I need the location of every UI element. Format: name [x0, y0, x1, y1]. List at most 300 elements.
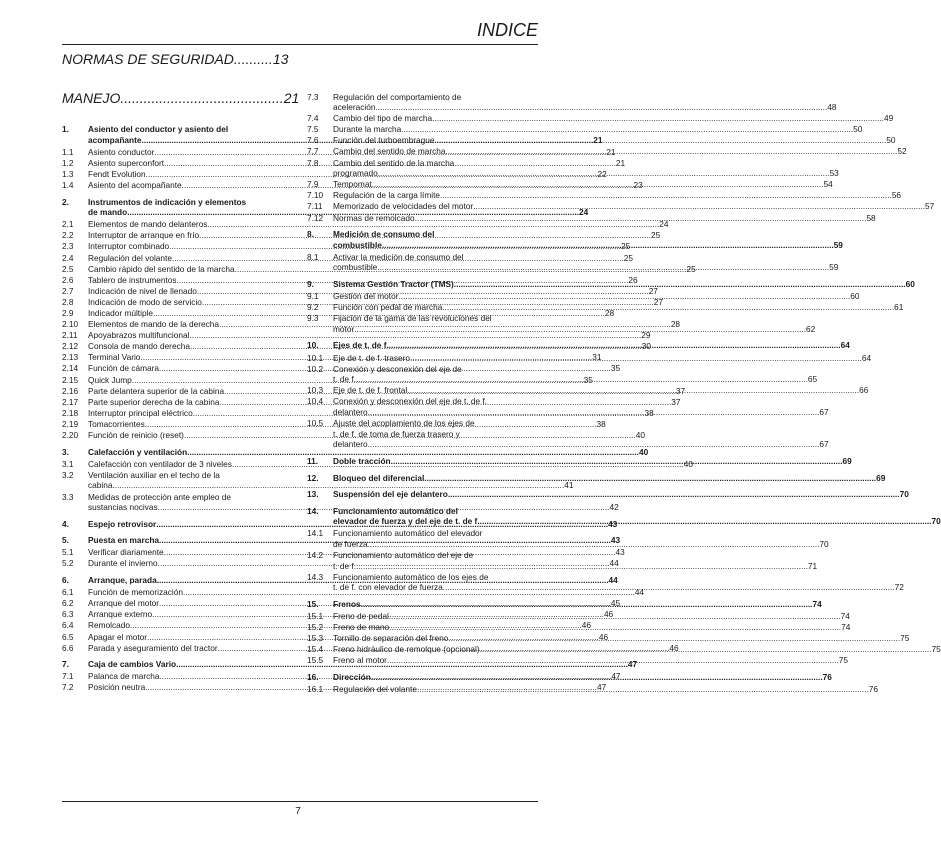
toc-entry-number: 6.1: [62, 587, 74, 598]
toc-entry-line: delantero: [333, 439, 368, 450]
toc-entry-line: Funcionamiento automático del elevador: [333, 528, 483, 539]
toc-entry-page: 57: [925, 201, 935, 212]
toc-entry-page: 58: [866, 212, 876, 223]
toc-entry-page: 24: [659, 219, 669, 230]
toc-entry-title: [333, 113, 893, 124]
toc-entry-title: [333, 135, 896, 146]
toc-entry-title: [333, 418, 829, 450]
toc-entry-page: 67: [819, 439, 829, 450]
toc-entry-line: Posición neutra: [88, 682, 146, 693]
section-heading-normas[interactable]: [62, 51, 288, 67]
toc-entry-title: [333, 633, 909, 644]
toc-entry-title: [333, 302, 903, 313]
toc-entry-page: 40: [635, 430, 645, 441]
toc-entry-number: 8.: [307, 229, 314, 240]
toc-dot-leader: [356, 561, 808, 572]
toc-entry-title: [333, 340, 850, 351]
toc-dot-leader: [391, 456, 843, 467]
toc-entry-line: Asiento del conductor y asiento del: [88, 124, 229, 134]
toc-entry-line: cabina: [88, 480, 113, 491]
toc-entry-page: 67: [819, 407, 829, 418]
toc-entry-page: 21: [593, 134, 603, 145]
toc-entry-title: [333, 611, 850, 622]
toc-dot-leader: [378, 168, 830, 179]
toc-entry-title: [333, 213, 876, 224]
toc-entry-line: Consola de mando derecha: [88, 341, 190, 352]
toc-entry-number: 2.1: [62, 219, 74, 230]
toc-entry-page: 37: [671, 396, 681, 407]
toc-entry-line: Interruptor principal eléctrico: [88, 407, 193, 418]
toc-entry-number: 7.2: [62, 682, 74, 693]
toc-entry-title: [333, 158, 839, 179]
toc-entry-page: 44: [634, 587, 645, 598]
toc-entry-line: Fijación de la gama de las revoluciones del: [333, 313, 492, 324]
toc-entry-line: Función del turboembrague: [333, 135, 435, 146]
toc-entry-line: Cambio rápido del sentido de la marcha: [88, 263, 235, 274]
toc-dot-leader: [407, 385, 859, 396]
toc-entry-title: [333, 92, 836, 113]
toc-entry-page: 45: [610, 598, 621, 609]
toc-entry-line: de fuerza: [333, 538, 368, 549]
page-number: 7: [295, 806, 301, 817]
toc-entry-number: 2.12: [62, 341, 79, 352]
toc-entry-page: 46: [598, 631, 609, 642]
toc-entry-number: 1.4: [62, 179, 74, 190]
toc-entry[interactable]: [307, 91, 837, 113]
toc-entry-title: [333, 396, 829, 417]
toc-entry-page: 37: [675, 385, 686, 396]
toc-entry-title: [333, 313, 815, 334]
toc-dot-leader: [377, 262, 829, 273]
toc-entry-number: 6.3: [62, 609, 74, 620]
toc-entry-page: 27: [648, 285, 658, 296]
toc-entry-title: [333, 550, 817, 571]
toc-entry-page: 50: [853, 124, 863, 135]
toc-entry-page: 26: [628, 274, 638, 285]
toc-entry-page: 69: [842, 455, 852, 466]
toc-entry-page: 48: [827, 102, 837, 113]
toc-entry-line: Regulación de la carga límite: [333, 190, 440, 201]
toc-entry-number: 2.19: [62, 418, 79, 429]
toc-entry-page: 59: [829, 262, 839, 273]
toc-entry-title: [333, 385, 868, 396]
toc-dot-leader: [446, 146, 898, 157]
toc-entry-page: 53: [829, 168, 839, 179]
toc-dot-leader: [382, 240, 834, 251]
toc-entry-line: Bloqueo del diferencial: [333, 472, 425, 483]
toc-dot-leader: [415, 213, 867, 224]
toc-entry-number: 15.2: [307, 622, 324, 633]
toc-dot-leader: [387, 655, 839, 666]
toc-entry-page: 61: [894, 302, 904, 313]
section-heading-manejo-title: MANEJO: [62, 90, 121, 106]
toc-entry-line: Quick Jump: [88, 374, 132, 385]
page-header-title: INDICE: [476, 20, 538, 40]
toc-entry-title: [333, 364, 817, 385]
toc-entry-page: 46: [669, 642, 679, 653]
toc-entry-line: Gestión del motor: [333, 291, 399, 302]
toc-entry-number: 9.2: [307, 302, 319, 313]
toc-entry-line: t. de f. de toma de fuerza trasero y: [333, 428, 460, 439]
toc-entry-number: 3.2: [62, 469, 74, 480]
toc-entry-page: 64: [840, 340, 850, 351]
toc-entry-title: [333, 190, 901, 201]
toc-entry-number: 2.7: [62, 285, 74, 296]
toc-entry-number: 9.: [307, 279, 314, 289]
toc-entry-page: 74: [841, 622, 851, 633]
toc-entry-number: 5.2: [62, 558, 74, 569]
toc-entry-line: aceleración: [333, 102, 376, 113]
toc-entry[interactable]: [62, 219, 669, 230]
toc-entry-title: [333, 655, 848, 666]
toc-entry-number: 2.13: [62, 352, 79, 363]
toc-entry-line: Apoyabrazos multifuncional: [88, 330, 190, 341]
toc-dot-leader: [389, 340, 841, 351]
toc-entry-line: Función de memorización: [88, 587, 183, 598]
toc-entry-number: 12.: [307, 472, 319, 483]
toc-entry-number: 7.11: [307, 201, 323, 212]
toc-entry-number: 14.1: [307, 528, 324, 539]
toc-entry-page: 50: [886, 135, 896, 146]
toc-entry-page: 75: [931, 644, 941, 655]
toc-entry-page: 25: [650, 230, 661, 241]
toc-entry-line: Eje de t. de f. frontal: [333, 385, 408, 396]
toc-entry-number: 4.: [62, 518, 69, 529]
toc-entry-number: 2.5: [62, 263, 74, 274]
toc-entry-line: Cambio del sentido de marcha: [333, 146, 446, 157]
toc-entry-line: delantero: [333, 407, 368, 418]
toc-dot-leader: [372, 179, 824, 190]
toc-entry-page: 25: [620, 241, 631, 252]
toc-entry-title: [333, 672, 832, 683]
toc-entry-line: Funcionamiento automático de los ejes de: [333, 571, 489, 582]
toc-dot-leader: [401, 124, 853, 135]
toc-entry-number: 7.: [62, 659, 69, 670]
toc-entry-line: Palanca de marcha: [88, 671, 160, 682]
toc-entry-page: 76: [868, 684, 878, 695]
toc-entry[interactable]: [62, 330, 651, 341]
toc-entry-title: [333, 229, 843, 250]
header-divider: [62, 44, 538, 45]
toc-entry-number: 3.3: [62, 491, 74, 502]
toc-entry-number: 10.5: [307, 418, 324, 429]
toc-entry-line: Medidas de protección ante empleo de: [88, 491, 231, 502]
toc-entry-number: 8.1: [307, 251, 319, 262]
toc-entry-number: 2.2: [62, 230, 74, 241]
toc-entry-line: Asiento del acompañante: [88, 179, 182, 190]
toc-entry-page: 46: [581, 620, 592, 631]
toc-entry-title: [333, 179, 833, 190]
toc-dot-leader: [417, 684, 869, 695]
toc-entry-number: 10.: [307, 340, 319, 351]
toc-entry-line: acompañante: [88, 134, 142, 145]
toc-entry-page: 24: [579, 207, 589, 218]
toc-entry-line: Regulación del volante: [333, 684, 417, 695]
toc-entry-page: 59: [833, 239, 843, 250]
toc-entry-line: de mando: [88, 207, 128, 218]
toc-entry-line: Terminal Vario: [88, 352, 141, 363]
toc-entry-page: 23: [633, 179, 643, 190]
toc-entry-page: 62: [806, 323, 816, 334]
toc-dot-leader: [424, 473, 876, 484]
toc-entry-title: [333, 528, 829, 549]
toc-entry[interactable]: [307, 113, 894, 124]
toc-entry-page: 75: [838, 655, 848, 666]
toc-dot-leader: [356, 374, 808, 385]
section-heading-normas-page: 13: [272, 51, 289, 67]
toc-entry-page: 71: [807, 560, 818, 571]
toc-entry-page: 28: [604, 308, 615, 318]
toc-entry-line: Regulación del comportamiento de: [333, 91, 462, 102]
toc-entry-number: 7.12: [307, 212, 324, 223]
toc-entry-number: 2.16: [62, 385, 79, 396]
toc-entry-page: 31: [592, 352, 602, 363]
toc-entry-page: 42: [609, 502, 619, 513]
toc-entry-line: t. de f.: [333, 374, 357, 385]
toc-entry-line: Parte superior derecha de la cabina: [88, 396, 220, 407]
toc-dot-leader: [410, 353, 862, 364]
toc-entry-title: [333, 456, 852, 467]
toc-entry-line: Instrumentos de indicación y elementos: [88, 196, 247, 207]
toc-entry-title: [333, 252, 838, 273]
toc-entry-number: 9.3: [307, 313, 319, 324]
toc-entry-page: 52: [897, 146, 907, 157]
toc-entry-number: 5.1: [62, 547, 74, 558]
toc-entry-line: combustible: [333, 262, 378, 273]
toc-entry-number: 15.1: [307, 611, 324, 622]
toc-entry-line: combustible: [333, 239, 382, 250]
toc-entry-page: 70: [931, 516, 941, 527]
toc-entry-line: t. de f.: [333, 560, 357, 571]
toc-entry-number: 6.: [62, 575, 69, 586]
toc-entry-page: 38: [596, 418, 606, 429]
toc-entry-number: 2.3: [62, 241, 74, 252]
toc-entry-title: [333, 644, 941, 655]
toc-entry-number: 2.20: [62, 430, 79, 441]
toc-entry-number: 10.3: [307, 385, 324, 396]
toc-entry-number: 3.1: [62, 458, 74, 469]
toc-entry-page: 44: [608, 575, 618, 586]
toc-entry-line: t. de f. con elevador de fuerza: [333, 582, 443, 593]
toc-entry[interactable]: [307, 124, 863, 135]
toc-entry-page: 64: [861, 352, 872, 363]
toc-entry-line: Durante la marcha: [333, 124, 402, 135]
toc-entry-page: 65: [807, 374, 818, 385]
toc-entry-line: Cambio del tipo de marcha: [333, 113, 433, 124]
toc-entry-page: 47: [627, 659, 638, 670]
toc-entry-line: Freno de pedal: [333, 611, 389, 622]
toc-entry-number: 15.3: [307, 633, 324, 644]
toc-entry-page: 27: [653, 296, 663, 307]
toc-entry-line: Asiento conductor: [88, 146, 155, 157]
toc-entry-number: 2.9: [62, 308, 74, 318]
toc-dot-leader: [473, 201, 925, 212]
toc-entry-number: 2.15: [62, 374, 79, 385]
toc-entry-line: Tornillo de separación del freno: [333, 633, 449, 644]
toc-entry-line: Parada y aseguramiento del tractor: [88, 642, 218, 653]
toc-chapter-entry[interactable]: [62, 446, 649, 458]
toc-entry-page: 75: [900, 633, 910, 644]
toc-entry-line: Función de reinicio (reset): [88, 430, 184, 441]
toc-entry-title: [333, 599, 822, 610]
toc-entry-line: Tablero de instrumentos: [88, 274, 177, 285]
toc-entry-line: Medición de consumo del: [333, 229, 435, 240]
toc-entry-line: Dirección: [333, 672, 371, 682]
toc-entry-page: 54: [823, 179, 833, 190]
toc-entry-number: 7.8: [307, 157, 319, 168]
section-heading-normas-title: NORMAS DE SEGURIDAD: [62, 51, 234, 67]
toc-entry[interactable]: [307, 190, 902, 201]
toc-entry-line: Función con pedal de marcha: [333, 302, 443, 313]
toc-entry-number: 6.6: [62, 642, 74, 653]
toc-dot-leader: [480, 644, 932, 655]
toc-entry-page: 43: [608, 518, 618, 529]
toc-entry-line: motor: [333, 323, 355, 334]
toc-entry-number: 1.3: [62, 168, 74, 179]
toc-entry-number: 7.10: [307, 190, 324, 201]
toc-entry-number: 7.7: [307, 146, 319, 157]
toc-entry-number: 6.4: [62, 620, 74, 631]
toc-entry-number: 10.2: [307, 363, 324, 374]
toc-entry-title: [333, 291, 860, 302]
toc-entry-line: Indicador múltiple: [88, 308, 154, 318]
toc-entry-page: 25: [623, 252, 633, 263]
toc-entry-page: 47: [611, 671, 621, 682]
toc-entry-line: Arranque, parada: [88, 575, 157, 586]
toc-entry-page: 46: [603, 609, 614, 620]
toc-entry-number: 7.5: [307, 124, 319, 135]
toc-entry-line: Arranque externo: [88, 609, 153, 620]
toc-dot-leader: [389, 622, 841, 633]
toc-entry-number: 14.3: [307, 571, 324, 582]
toc-entry-page: 56: [891, 190, 902, 201]
toc-entry-title: [333, 279, 915, 290]
toc-entry-title: [333, 684, 878, 695]
toc-dot-leader: [371, 672, 823, 683]
toc-dot-leader: [368, 539, 820, 550]
toc-entry-title: [333, 353, 871, 364]
toc-entry-title: [333, 572, 904, 593]
toc-entry[interactable]: [307, 201, 935, 212]
toc-entry-number: 2.11: [62, 330, 78, 341]
toc-entry-page: 21: [615, 157, 626, 168]
toc-entry-line: Freno al motor: [333, 655, 387, 666]
toc-entry-page: 72: [894, 582, 904, 593]
toc-entry-line: Funcionamiento automático del eje de: [333, 550, 474, 561]
toc-entry-line: Frenos: [333, 598, 361, 609]
toc-entry-page: 49: [883, 113, 894, 124]
toc-entry-line: Tomacorrientes: [88, 418, 145, 429]
toc-entry-line: Sistema Gestión Tractor (TMS): [333, 279, 454, 289]
toc-entry-line: Elementos de mando delanteros: [88, 219, 208, 230]
section-heading-manejo-page: 21: [283, 90, 300, 106]
toc-entry-number: 2.17: [62, 396, 79, 407]
toc-entry-line: Calefacción con ventilador de 3 niveles: [88, 458, 232, 469]
toc-dot-leader: [448, 489, 900, 500]
toc-entry-line: elevador de fuerza y del eje de t. de f.: [333, 516, 480, 527]
toc-entry-line: Ventilación auxiliar en el techo de la: [88, 469, 220, 480]
toc-entry-number: 1.2: [62, 157, 74, 168]
toc-entry-number: 14.: [307, 505, 319, 516]
toc-dot-leader: [398, 291, 850, 302]
toc-entry-line: Caja de cambios Vario: [88, 659, 177, 670]
toc-dot-leader: [375, 102, 827, 113]
toc-entry-line: Calefacción y ventilación: [88, 446, 188, 457]
toc-entry-line: Interruptor de arranque en frío: [88, 230, 200, 241]
toc-entry-number: 2.14: [62, 363, 79, 374]
toc-entry-number: 7.9: [307, 179, 319, 190]
toc-entry-line: Asiento superconfort: [88, 157, 165, 168]
toc-entry-line: Elementos de mando de la derecha: [88, 319, 219, 330]
toc-entry-number: 2.8: [62, 296, 74, 307]
toc-entry-line: Memorizado de velocidades del motor: [333, 201, 474, 212]
toc-chapter-entry[interactable]: [307, 472, 886, 484]
toc-entry-number: 2.18: [62, 407, 79, 418]
toc-entry-number: 14.2: [307, 550, 324, 561]
toc-entry-line: Tempomat: [333, 179, 372, 190]
toc-entry-line: Fendt Evolution: [88, 168, 146, 179]
toc-entry-line: Indicación de nivel de llenado: [88, 285, 197, 296]
toc-entry-page: 40: [683, 458, 693, 469]
toc-entry-page: 60: [850, 291, 860, 302]
toc-entry-line: programado: [333, 168, 378, 179]
toc-entry-line: Conexión y desconexión del eje de t. de f.: [333, 396, 488, 407]
toc-entry-number: 1.1: [62, 146, 74, 157]
toc-entry-line: sustancias nocivas: [88, 502, 158, 513]
toc-entry-page: 41: [564, 480, 574, 491]
toc-entry-line: Remolcado: [88, 620, 130, 631]
toc-chapter-entry[interactable]: [307, 489, 909, 500]
toc-entry-title: [333, 146, 907, 157]
toc-dot-leader: [480, 516, 932, 527]
toc-entry-number: 15.4: [307, 644, 324, 655]
toc-entry-page: 69: [876, 472, 886, 483]
section-heading-manejo-dots: ..........................................: [120, 90, 284, 106]
toc-entry-line: Suspensión del eje delantero: [333, 489, 448, 500]
toc-entry-line: Indicación de modo de servicio: [88, 296, 202, 307]
toc-entry-number: 10.4: [307, 396, 324, 407]
toc-entry-title: [333, 201, 934, 212]
toc-entry-line: Parte delantera superior de la cabina: [88, 385, 225, 396]
toc-entry-number: 2.10: [62, 319, 79, 330]
toc-entry-number: 2.: [62, 196, 69, 207]
toc-entry-number: 16.: [307, 672, 319, 682]
toc-entry-line: Apagar el motor: [88, 631, 148, 642]
toc-entry-number: 6.5: [62, 631, 74, 642]
toc-entry-title: [333, 124, 862, 135]
toc-dot-leader: [432, 113, 884, 124]
toc-entry-line: Espejo retrovisor: [88, 518, 157, 529]
toc-entry-page: 70: [819, 538, 829, 549]
toc-entry-number: 7.3: [307, 91, 319, 102]
toc-entry-line: Arranque del motor: [88, 598, 160, 609]
toc-dot-leader: [448, 633, 900, 644]
section-heading-manejo[interactable]: [62, 90, 299, 106]
toc-entry-page: 28: [670, 319, 681, 330]
toc-entry-number: 2.6: [62, 274, 74, 285]
toc-entry-line: Ejes de t. de f.: [333, 340, 389, 351]
toc-entry-line: Freno de mano: [333, 622, 390, 633]
toc-entry-number: 15.5: [307, 655, 324, 666]
toc-entry-number: 7.1: [62, 671, 74, 682]
toc-dot-leader: [442, 302, 894, 313]
toc-dot-leader: [454, 279, 906, 290]
toc-dot-leader: [354, 324, 806, 335]
toc-entry-page: 40: [638, 446, 649, 457]
toc-entry-page: 43: [615, 547, 625, 558]
toc-entry-number: 16.1: [307, 684, 324, 695]
toc-entry-line: Puesta en marcha: [88, 535, 160, 546]
